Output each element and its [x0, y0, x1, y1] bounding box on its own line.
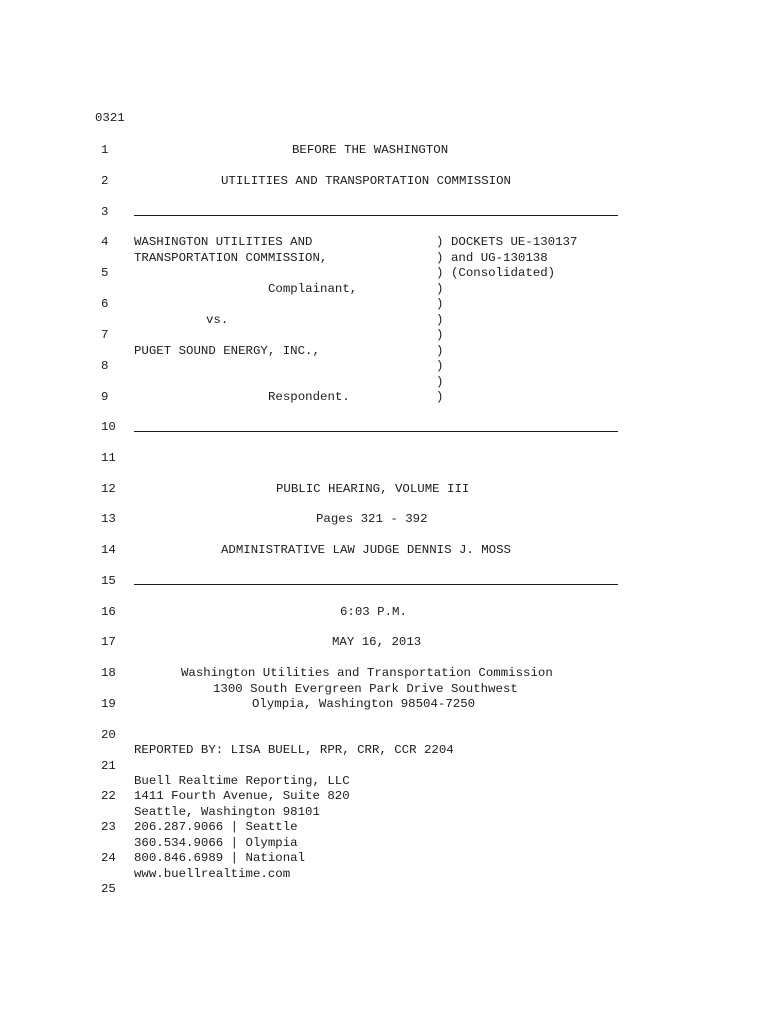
reporter-company: Buell Realtime Reporting, LLC: [134, 774, 350, 788]
caption-paren: ): [436, 344, 444, 358]
location-line1: Washington Utilities and Transportation Commission: [181, 666, 553, 680]
caption-paren: ): [436, 251, 444, 265]
line-number: 21: [101, 759, 116, 773]
caption-paren: ): [436, 297, 444, 311]
line-number: 24: [101, 851, 116, 865]
header-line-2: UTILITIES AND TRANSPORTATION COMMISSION: [221, 174, 511, 188]
line-number: 19: [101, 697, 116, 711]
docket-line2: and UG-130138: [451, 251, 548, 265]
line-number: 1: [101, 143, 109, 157]
line-number: 22: [101, 789, 116, 803]
party2: PUGET SOUND ENERGY, INC.,: [134, 344, 320, 358]
reporter-phone-olympia: 360.534.9066 | Olympia: [134, 836, 298, 850]
caption-paren: ): [436, 359, 444, 373]
line-number: 8: [101, 359, 109, 373]
line-number: 23: [101, 820, 116, 834]
line-number: 5: [101, 266, 109, 280]
versus-label: vs.: [206, 313, 229, 327]
caption-paren: ): [436, 266, 444, 280]
party1-line2: TRANSPORTATION COMMISSION,: [134, 251, 328, 265]
line-number: 25: [101, 882, 116, 896]
docket-line1: DOCKETS UE-130137: [451, 235, 578, 249]
hearing-date: MAY 16, 2013: [332, 635, 422, 649]
line-number: 11: [101, 451, 116, 465]
reporter-address1: 1411 Fourth Avenue, Suite 820: [134, 789, 350, 803]
line-number: 18: [101, 666, 116, 680]
line-number: 15: [101, 574, 116, 588]
line-number: 3: [101, 205, 109, 219]
hearing-pages: Pages 321 - 392: [316, 512, 428, 526]
divider-rule: [134, 431, 618, 432]
docket-line3: (Consolidated): [451, 266, 556, 280]
line-number: 13: [101, 512, 116, 526]
hearing-title: PUBLIC HEARING, VOLUME III: [276, 482, 470, 496]
line-number: 7: [101, 328, 109, 342]
caption-paren: ): [436, 282, 444, 296]
divider-rule: [134, 584, 618, 585]
hearing-time: 6:03 P.M.: [340, 605, 407, 619]
line-number: 4: [101, 235, 109, 249]
line-number: 9: [101, 390, 109, 404]
reporter-address2: Seattle, Washington 98101: [134, 805, 320, 819]
page-number: 0321: [95, 111, 125, 125]
reporter-phone-national: 800.846.6989 | National: [134, 851, 306, 865]
caption-paren: ): [436, 328, 444, 342]
respondent-label: Respondent.: [268, 390, 350, 404]
location-line2: 1300 South Evergreen Park Drive Southwest: [213, 682, 518, 696]
line-number: 2: [101, 174, 109, 188]
line-number: 10: [101, 420, 116, 434]
header-line-1: BEFORE THE WASHINGTON: [292, 143, 449, 157]
line-number: 14: [101, 543, 116, 557]
divider-rule: [134, 215, 618, 216]
reporter-website: www.buellrealtime.com: [134, 867, 291, 881]
reporter-phone-seattle: 206.287.9066 | Seattle: [134, 820, 298, 834]
line-number: 16: [101, 605, 116, 619]
line-number: 17: [101, 635, 116, 649]
caption-paren: ): [436, 375, 444, 389]
line-number: 12: [101, 482, 116, 496]
location-line3: Olympia, Washington 98504-7250: [252, 697, 476, 711]
party1-line1: WASHINGTON UTILITIES AND: [134, 235, 313, 249]
line-number: 20: [101, 728, 116, 742]
complainant-label: Complainant,: [268, 282, 358, 296]
caption-paren: ): [436, 313, 444, 327]
reported-by: REPORTED BY: LISA BUELL, RPR, CRR, CCR 2204: [134, 743, 454, 757]
hearing-judge: ADMINISTRATIVE LAW JUDGE DENNIS J. MOSS: [221, 543, 511, 557]
caption-paren: ): [436, 235, 444, 249]
caption-paren: ): [436, 390, 444, 404]
line-number: 6: [101, 297, 109, 311]
